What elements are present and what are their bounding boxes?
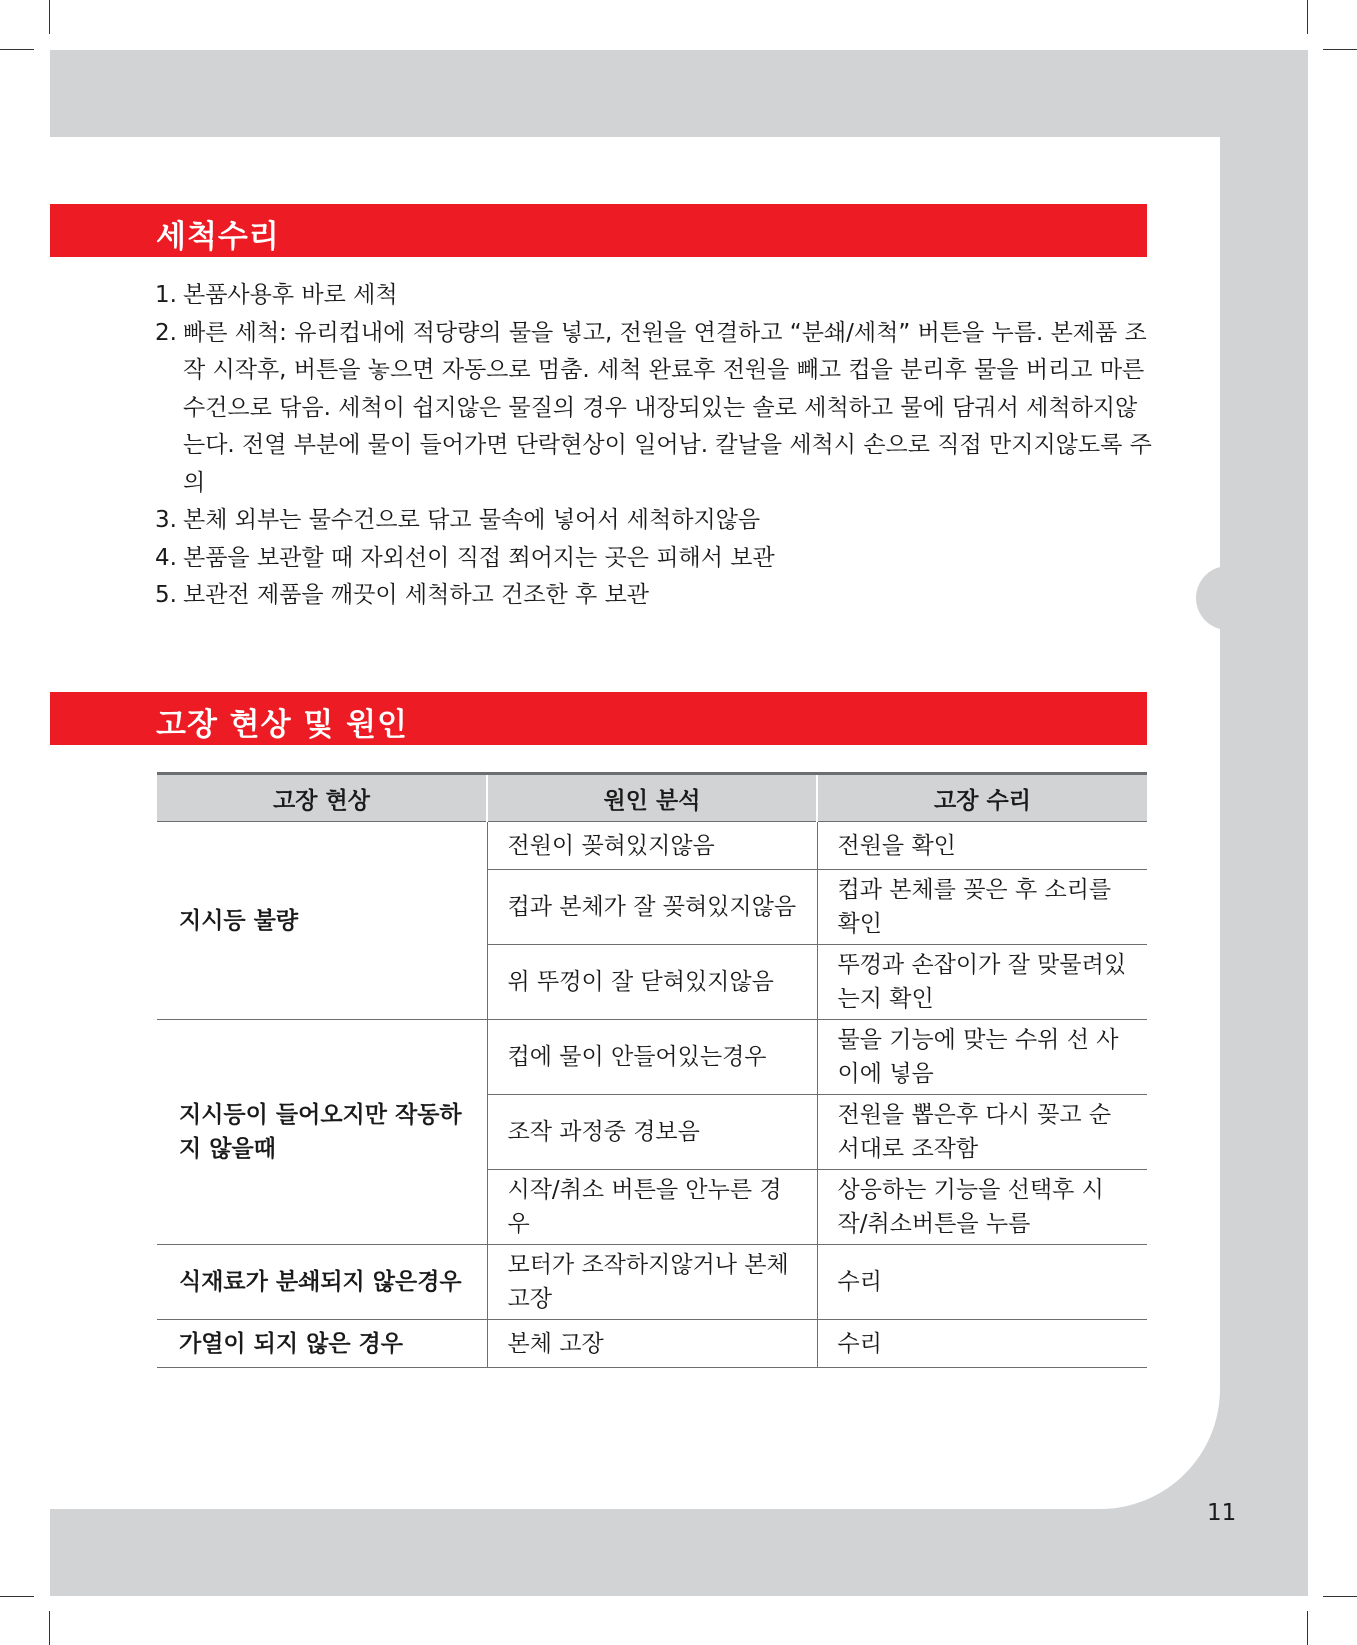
crop-mark: [49, 0, 50, 34]
cause-cell: 모터가 조작하지않거나 본체 고장: [487, 1245, 817, 1320]
step-item: [155, 502, 1155, 540]
cause-cell: 컵과 본체가 잘 꽂혀있지않음: [487, 870, 817, 945]
crop-mark: [49, 1611, 50, 1645]
table-row: [157, 822, 1147, 870]
cause-cell: 위 뚜껑이 잘 닫혀있지않음: [487, 945, 817, 1020]
crop-mark: [1323, 1596, 1357, 1597]
section-title: 세척수리: [156, 219, 280, 255]
step-number: 2.: [155, 319, 177, 346]
step-item: [155, 540, 1155, 578]
fix-cell: 전원을 뽑은후 다시 꽂고 순서대로 조작함: [817, 1095, 1147, 1170]
symptom-cell: 가열이 되지 않은 경우: [157, 1320, 487, 1368]
crop-mark: [0, 1596, 34, 1597]
section-header-troubleshooting: [50, 692, 1147, 745]
crop-mark: [1323, 49, 1357, 50]
step-text: 빠른 세척: 유리컵내에 적당량의 물을 넣고, 전원을 연결하고 “분쇄/세척” 버튼을 누름. 본제품 조작 시작후, 버튼을 놓으면 자동으로 멈춤. 세척 완료후 전원을 빼고 컵을 분리후 물을 버리고 마른 수건으로 닦음. 세척이 쉽지않은 물질의 경우 내장되있는 솔로 세척하고 물에 담궈서 세척하지않는다. 전열 부분에 물이 들어가면 단락현상이 일어남. 칼날을 세척시 손으로 직접 만지지않도록 주의: [183, 319, 1152, 496]
fix-cell: 전원을 확인: [817, 822, 1147, 870]
step-text: 본품사용후 바로 세척: [183, 282, 398, 308]
fix-cell: 상응하는 기능을 선택후 시작/취소버튼을 누름: [817, 1170, 1147, 1245]
fix-cell: 수리: [817, 1320, 1147, 1368]
symptom-cell: 식재료가 분쇄되지 않은경우: [157, 1245, 487, 1320]
fix-cell: 수리: [817, 1245, 1147, 1320]
step-number: 5.: [155, 582, 177, 608]
step-number: 1.: [155, 282, 177, 308]
fix-cell: 물을 기능에 맞는 수위 선 사이에 넣음: [817, 1020, 1147, 1095]
step-number: 3.: [155, 507, 177, 533]
table-header: 원인 분석: [487, 774, 817, 822]
section-header-cleaning: [50, 204, 1147, 257]
table-row: [157, 1245, 1147, 1320]
table-row: [157, 1020, 1147, 1095]
page-number: 11: [1207, 1500, 1237, 1526]
cause-cell: 조작 과정중 경보음: [487, 1095, 817, 1170]
cause-cell: 본체 고장: [487, 1320, 817, 1368]
symptom-cell: 지시등이 들어오지만 작동하지 않을때: [157, 1020, 487, 1245]
fix-cell: 뚜껑과 손잡이가 잘 맞물려있는지 확인: [817, 945, 1147, 1020]
table-row: [157, 1320, 1147, 1368]
troubleshooting-table: [157, 772, 1147, 1368]
cleaning-steps: [155, 277, 1155, 615]
step-text: 보관전 제품을 깨끗이 세척하고 건조한 후 보관: [183, 582, 650, 608]
cause-cell: 시작/취소 버튼을 안누른 경우: [487, 1170, 817, 1245]
crop-mark: [1307, 0, 1308, 34]
table-header: 고장 수리: [817, 774, 1147, 822]
step-item: [155, 577, 1155, 615]
section-title: 고장 현상 및 원인: [156, 707, 408, 743]
fix-cell: 컵과 본체를 꽂은 후 소리를 확인: [817, 870, 1147, 945]
crop-mark: [0, 49, 34, 50]
table-header: 고장 현상: [157, 774, 487, 822]
symptom-cell: 지시등 불량: [157, 822, 487, 1020]
crop-mark: [1307, 1611, 1308, 1645]
cause-cell: 전원이 꽂혀있지않음: [487, 822, 817, 870]
step-text: 본품을 보관할 때 자외선이 직접 쬐어지는 곳은 피해서 보관: [183, 544, 775, 571]
step-item: [155, 277, 1155, 315]
step-item: [155, 315, 1155, 503]
step-text: 본체 외부는 물수건으로 닦고 물속에 넣어서 세척하지않음: [183, 507, 761, 533]
step-number: 4.: [155, 544, 177, 571]
cause-cell: 컵에 물이 안들어있는경우: [487, 1020, 817, 1095]
